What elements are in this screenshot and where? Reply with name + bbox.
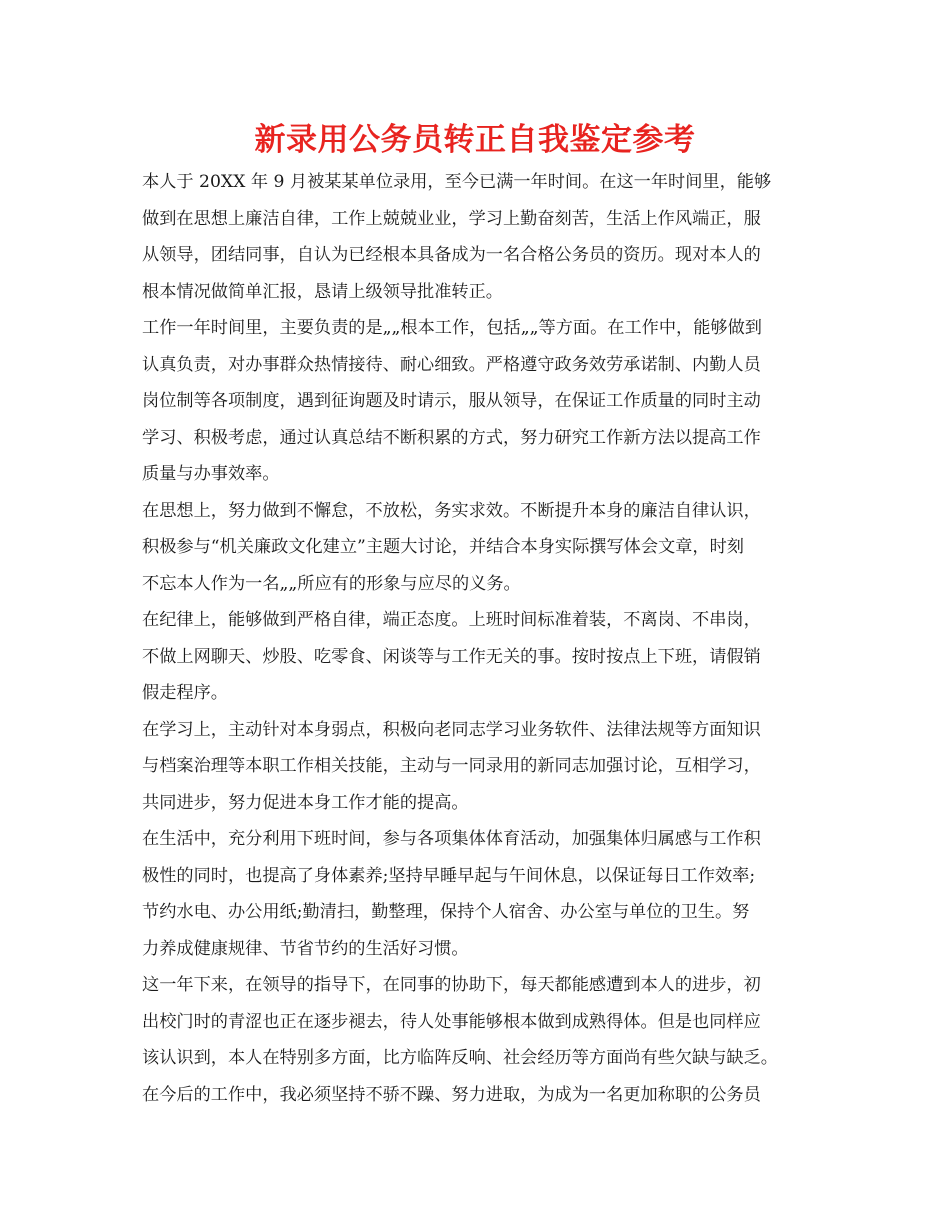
document-title: 新录用公务员转正自我鉴定参考 (254, 122, 696, 158)
text-line: 力养成健康规律、节省节约的生活好习惯。 (142, 938, 469, 959)
text-line: 假走程序。 (142, 683, 228, 703)
text-line: 学习、积极考虑，通过认真总结不断积累的方式，努力研究工作新方法以提高工作 (142, 427, 761, 448)
text-line: 共同进步，努力促进本身工作才能的提高。 (142, 792, 469, 813)
text-line: 做到在思想上廉洁自律，工作上兢兢业业，学习上勤奋刻苦，生活上作风端正，服 (142, 208, 761, 229)
text-line: 从领导，团结同事，自认为已经根本具备成为一名合格公务员的资历。现对本人的 (142, 245, 761, 265)
text-line: 在今后的工作中，我必须坚持不骄不躁、努力进取，为成为一名更加称职的公务员 (142, 1084, 761, 1105)
text-line: 极性的同时，也提高了身体素养;坚持早睡早起与午间休息，以保证每日工作效率; (142, 865, 756, 886)
text-line: 根本情况做简单汇报，恳请上级领导批准转正。 (142, 281, 503, 302)
text-line: 在生活中，充分利用下班时间，参与各项集体体育活动，加强集体归属感与工作积 (142, 829, 761, 849)
text-line: 该认识到，本人在特别多方面，比方临阵反响、社会经历等方面尚有些欠缺与缺乏。 (142, 1048, 778, 1068)
document-body (142, 164, 814, 1113)
text-line: 本人于 20XX 年 9 月被某某单位录用，至今已满一年时间。在这一年时间里，能够 (142, 172, 772, 192)
text-line: 质量与办事效率。 (142, 464, 280, 484)
text-line: 与档案治理等本职工作相关技能，主动与一同录用的新同志加强讨论，互相学习， (142, 756, 761, 776)
text-line: 不忘本人作为一名„„所应有的形象与应尽的义务。 (142, 573, 521, 594)
text-line: 在纪律上，能够做到严格自律，端正态度。上班时间标准着装，不离岗、不串岗， (142, 610, 761, 630)
text-line: 出校门时的青涩也正在逐步褪去，待人处事能够根本做到成熟得体。但是也同样应 (142, 1011, 761, 1032)
text-line: 节约水电、办公用纸;勤清扫，勤整理，保持个人宿舍、办公室与单位的卫生。努 (142, 902, 750, 922)
text-line: 岗位制等各项制度，遇到征询题及时请示，服从领导，在保证工作质量的同时主动 (142, 391, 761, 411)
text-line: 工作一年时间里，主要负责的是„„根本工作，包括„„等方面。在工作中，能够做到 (142, 318, 762, 338)
text-line: 认真负责，对办事群众热情接待、耐心细致。严格遵守政务效劳承诺制、内勤人员 (142, 354, 761, 375)
text-line: 这一年下来，在领导的指导下，在同事的协助下，每天都能感遭到本人的进步，初 (142, 975, 761, 995)
text-line: 积极参与“机关廉政文化建立”主题大讨论，并结合本身实际撰写体会文章，时刻 (142, 537, 744, 557)
text-line: 不做上网聊天、炒股、吃零食、闲谈等与工作无关的事。按时按点上下班，请假销 (142, 646, 761, 667)
text-line: 在学习上，主动针对本身弱点，积极向老同志学习业务软件、法律法规等方面知识 (142, 719, 761, 740)
text-line: 在思想上，努力做到不懈怠，不放松，务实求效。不断提升本身的廉洁自律认识， (142, 500, 761, 521)
